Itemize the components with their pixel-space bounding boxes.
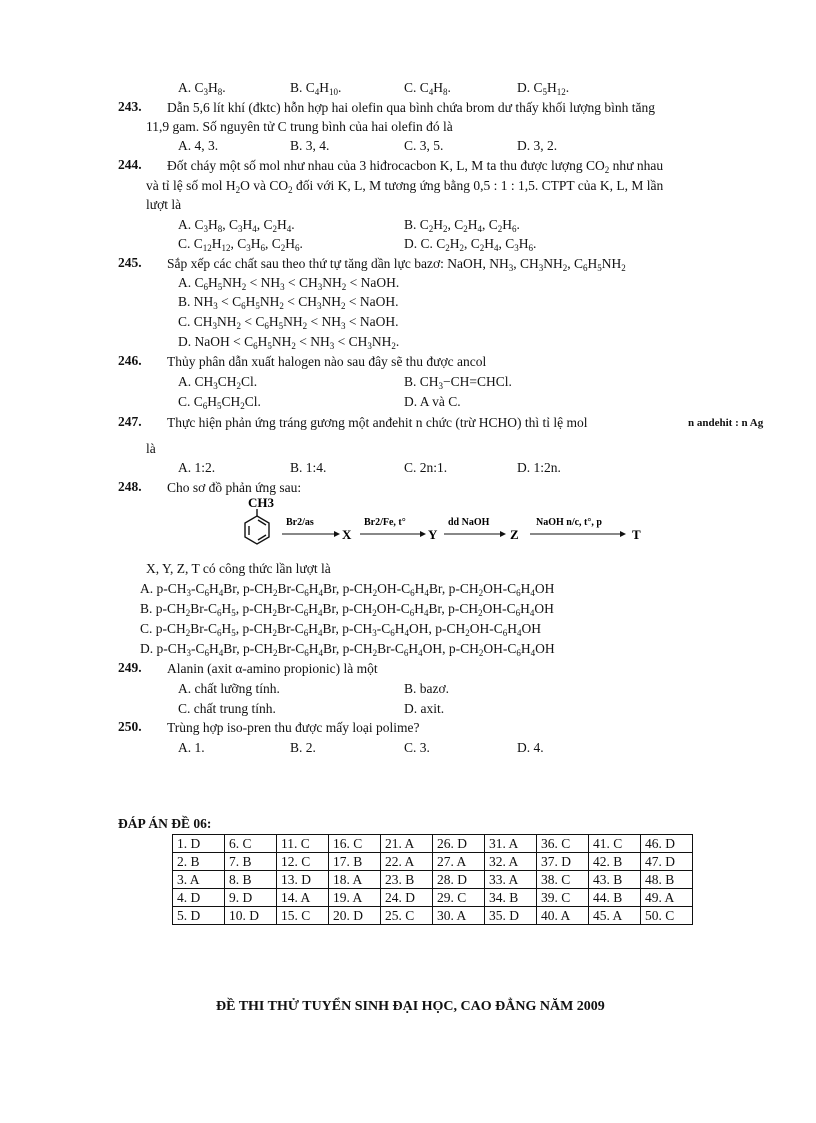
benzene-ring-icon [245,509,269,544]
q244-option-a: A. $C_3H_8$, $C_3H_4$, $C_2H_4$. [178,217,295,234]
answer-cell: 46. D [641,835,693,853]
q247-option-d: D. 1:2n. [517,460,561,475]
q248-option-d: D. $p-CH_3-C_6H_4Br$, $p-CH_2Br-C_6H_4Br$, $p-CH_2Br-C_6H_4OH$, $p-CH_2OH-C_6H_4OH$ [140,641,555,658]
answer-cell: 3. A [173,871,225,889]
answer-cell: 42. B [589,853,641,871]
q245-option-c: C. $CH_3NH_2 < C_6H_5NH_2 < NH_3$ < NaOH. [178,314,399,331]
answer-cell: 40. A [537,907,589,925]
q250-number: 250. [118,719,142,734]
scheme-substituent: CH3 [248,495,274,510]
q247-option-b: B. 1:4. [290,460,327,475]
answer-row [173,889,693,907]
q249-number: 249. [118,660,142,675]
answer-key-table [172,834,693,925]
answer-cell: 33. A [485,871,537,889]
answer-cell: 32. A [485,853,537,871]
answer-cell: 16. C [329,835,381,853]
q243-text-1: Dẫn 5,6 lít khí (đktc) hỗn hợp hai olefin qua bình chứa brom dư thấy khối lượng bình tăng [167,100,656,115]
q250-option-d: D. 4. [517,740,544,755]
answer-cell: 6. C [225,835,277,853]
answer-cell: 41. C [589,835,641,853]
q247-number: 247. [118,414,142,429]
q246-option-c: C. $C_6H_5CH_2Cl$. [178,394,261,411]
q250-option-b: B. 2. [290,740,316,755]
answer-cell: 20. D [329,907,381,925]
q243-number: 243. [118,99,142,114]
answer-cell: 44. B [589,889,641,907]
scheme-product-x: X [342,527,352,542]
q247-option-a: A. 1:2. [178,460,216,475]
q250-option-c: C. 3. [404,740,430,755]
q244-text-3: lượt là [146,197,182,212]
exam-title: ĐỀ THI THỬ TUYỂN SINH ĐẠI HỌC, CAO ĐẲNG NĂM 2009 [216,999,605,1014]
reaction-scheme [238,495,658,551]
answer-cell: 18. A [329,871,381,889]
q247-option-c: C. 2n:1. [404,460,448,475]
answer-cell: 21. A [381,835,433,853]
answer-cell: 37. D [537,853,589,871]
q243-option-c: C. 3, 5. [404,138,444,153]
q244-text-1: Đốt cháy một số mol như nhau của 3 hiđrocacbon K, L, M ta thu được lượng $CO_2$ như nhau [167,158,664,175]
answer-cell: 7. B [225,853,277,871]
answer-cell: 36. C [537,835,589,853]
scheme-product-z: Z [510,527,519,542]
answer-cell: 17. B [329,853,381,871]
answer-cell: 23. B [381,871,433,889]
q245-number: 245. [118,255,142,270]
q242-option-d: D. $C_5H_{12}$. [517,80,570,97]
q247-ratio: n andehit : n Ag [688,417,764,429]
answer-cell: 48. B [641,871,693,889]
scheme-product-t: T [632,527,641,542]
q246-number: 246. [118,353,142,368]
q248-option-c: C. $p-CH_2Br-C_6H_5$, $p-CH_2Br-C_6H_4Br$, $p-CH_3-C_6H_4OH$, $p-CH_2OH-C_6H_4OH$ [140,621,541,638]
answer-cell: 39. C [537,889,589,907]
answer-cell: 43. B [589,871,641,889]
answer-cell: 4. D [173,889,225,907]
answer-row [173,853,693,871]
q248-number: 248. [118,479,142,494]
answer-cell: 30. A [433,907,485,925]
q248-option-a: A. $p-CH_3-C_6H_4Br$, $p-CH_2Br-C_6H_4Br$, $p-CH_2OH-C_6H_4Br$, $p-CH_2OH-C_6H_4OH$ [140,581,555,598]
q243-option-b: B. 3, 4. [290,138,330,153]
answer-cell: 45. A [589,907,641,925]
answer-cell: 9. D [225,889,277,907]
q242-option-a: A. $C_3H_8$. [178,80,226,97]
answer-cell: 12. C [277,853,329,871]
answer-cell: 13. D [277,871,329,889]
scheme-step-3: dd NaOH [448,517,490,528]
q245-option-a: A. $C_6H_5NH_2 < NH_3 < CH_3NH_2$ < NaOH. [178,275,400,292]
answer-cell: 34. B [485,889,537,907]
q247-text-2: là [146,441,156,456]
answer-cell: 26. D [433,835,485,853]
answer-cell: 11. C [277,835,329,853]
q242-option-c: C. $C_4H_8$. [404,80,451,97]
answer-cell: 38. C [537,871,589,889]
q249-option-c: C. chất trung tính. [178,701,276,716]
answer-cell: 2. B [173,853,225,871]
q245-option-d: D. NaOH < $C_6H_5NH_2 < NH_3 < CH_3NH_2$. [178,334,400,351]
answer-cell: 31. A [485,835,537,853]
q242-option-b: B. $C_4H_{10}$. [290,80,342,97]
scheme-product-y: Y [428,527,438,542]
answer-row [173,835,693,853]
q245-option-b: B. $NH_3 < C_6H_5NH_2 < CH_3NH_2$ < NaOH. [178,294,399,311]
q249-option-a: A. chất lưỡng tính. [178,681,280,696]
answer-cell: 50. C [641,907,693,925]
q246-option-b: B. $CH_3-CH=CHCl$. [404,374,512,391]
reaction-scheme-diagram [238,495,658,551]
q243-option-d: D. 3, 2. [517,138,558,153]
q244-number: 244. [118,157,142,172]
q244-option-b: B. $C_2H_2$, $C_2H_4$, $C_2H_6$. [404,217,520,234]
scheme-step-2: Br2/Fe, t° [364,517,406,528]
q248-option-b: B. $p-CH_2Br-C_6H_5$, $p-CH_2Br-C_6H_4Br$, $p-CH_2OH-C_6H_4Br$, $p-CH_2OH-C_6H_4OH$ [140,601,554,618]
q249-option-b: B. bazơ. [404,681,450,696]
q243-text-2: 11,9 gam. Số nguyên tử C trung bình của hai olefin đó là [146,119,453,134]
q246-text-1: Thủy phân dẫn xuất halogen nào sau đây sẽ thu được ancol [167,354,487,369]
q245-text-1: Sắp xếp các chất sau theo thứ tự tăng dần lực bazơ: NaOH, $NH_3$, $CH_3NH_2$, $C_6H_5NH_2$ [167,256,626,273]
q247-text-1: Thực hiện phản ứng tráng gương một anđehit n chức (trừ HCHO) thì tỉ lệ mol [167,415,588,430]
q249-option-d: D. axit. [404,701,445,716]
answer-cell: 8. B [225,871,277,889]
q248-question: X, Y, Z, T có công thức lần lượt là [146,561,331,576]
answer-cell: 35. D [485,907,537,925]
answer-cell: 5. D [173,907,225,925]
answer-cell: 19. A [329,889,381,907]
answer-cell: 15. C [277,907,329,925]
q249-text-1: Alanin (axit α-amino propionic) là một [167,661,378,676]
answer-cell: 14. A [277,889,329,907]
q244-option-c: C. $C_{12}H_{12}$, $C_3H_6$, $C_2H_6$. [178,236,303,253]
answer-cell: 29. C [433,889,485,907]
q244-text-2: và tỉ lệ số mol $H_2O$ và $CO_2$ đối với K, L, M tương ứng bằng 0,5 : 1 : 1,5. CTPT của K, L, M lần [146,178,664,195]
q248-text-1: Cho sơ đồ phản ứng sau: [167,480,302,495]
answer-key-title: ĐÁP ÁN ĐỀ 06: [118,816,212,831]
answer-cell: 22. A [381,853,433,871]
answer-cell: 10. D [225,907,277,925]
answer-cell: 25. C [381,907,433,925]
q246-option-d: D. A và C. [404,394,461,409]
answer-row [173,871,693,889]
scheme-step-1: Br2/as [286,517,314,528]
answer-cell: 49. A [641,889,693,907]
q243-option-a: A. 4, 3. [178,138,219,153]
q244-option-d: D. C. $C_2H_2$, $C_2H_4$, $C_3H_6$. [404,236,537,253]
q250-option-a: A. 1. [178,740,205,755]
scheme-step-4: NaOH n/c, t°, p [536,517,602,528]
answer-cell: 47. D [641,853,693,871]
answer-cell: 24. D [381,889,433,907]
q250-text-1: Trùng hợp iso-pren thu được mấy loại polime? [167,720,420,735]
answer-row [173,907,693,925]
answer-cell: 28. D [433,871,485,889]
answer-cell: 1. D [173,835,225,853]
q246-option-a: A. $CH_3CH_2Cl$. [178,374,258,391]
answer-cell: 27. A [433,853,485,871]
